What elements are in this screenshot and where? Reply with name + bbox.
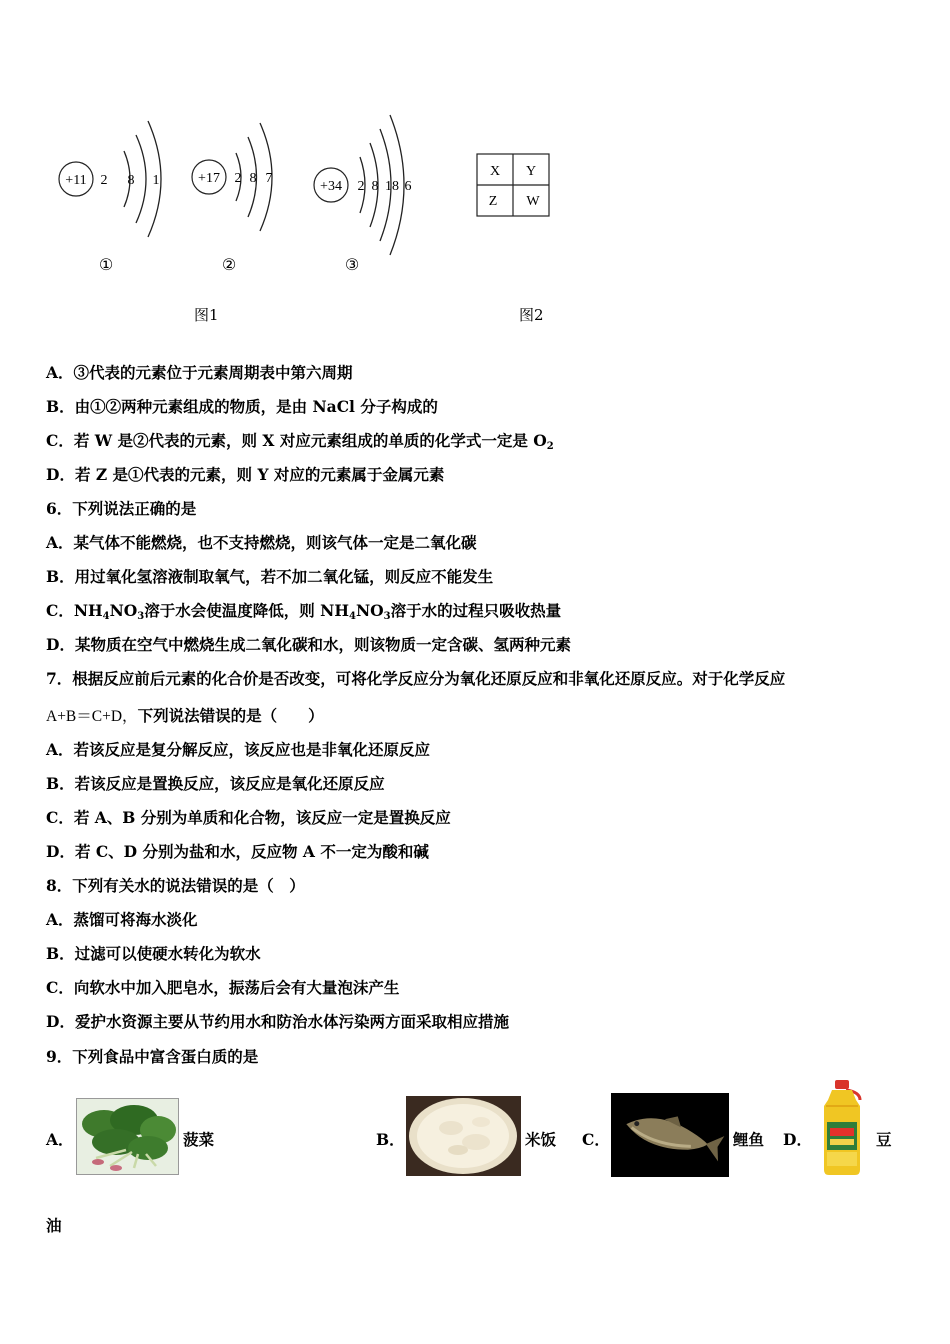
q7-option-a: A．若该反应是复分解反应，该反应也是非氧化还原反应 — [46, 740, 431, 759]
shell-electrons: 8 — [371, 179, 379, 194]
q9-option-d-name-wrap: 油 — [46, 1216, 62, 1235]
shell-electrons: 8 — [127, 173, 135, 188]
shell-electrons: 6 — [404, 179, 412, 194]
q7-equation: A+B＝C+D， — [46, 708, 138, 725]
q9-option-c-letter: C． — [582, 1130, 610, 1149]
shell-electrons: 2 — [234, 171, 242, 186]
shell-electrons: 8 — [249, 171, 257, 186]
q9-option-d-letter: D． — [783, 1130, 812, 1149]
text-part: 溶于水会使温度降低，则 NH — [144, 601, 349, 620]
q7-option-c: C．若 A、B 分别为单质和化合物，该反应一定是置换反应 — [46, 808, 451, 827]
cell-x: X — [489, 164, 501, 179]
text-part: NO — [355, 601, 384, 620]
nucleus-label: +34 — [320, 179, 342, 194]
cell-z: Z — [488, 194, 498, 209]
carp-image — [611, 1093, 729, 1177]
q8-option-c: C．向软水中加入肥皂水，振荡后会有大量泡沫产生 — [46, 978, 400, 997]
atom-diagram-2 — [192, 123, 273, 274]
atom-number-label: ② — [221, 255, 237, 274]
subscript: 3 — [383, 611, 391, 622]
text-part: 溶于水的过程只吸收热量 — [390, 601, 562, 620]
subscript: 4 — [102, 611, 110, 622]
atom-diagram-1 — [59, 121, 161, 274]
q5-option-d: D．若 Z 是①代表的元素，则 Y 对应的元素属于金属元素 — [46, 465, 445, 484]
q6-stem: 6．下列说法正确的是 — [46, 499, 197, 518]
q9-option-b-name: 米饭 — [525, 1130, 557, 1149]
atom-number-label: ③ — [344, 255, 360, 274]
q6-option-c — [46, 599, 561, 622]
q7-stem-line1: 7．根据反应前后元素的化合价是否改变，可将化学反应分为氧化还原反应和非氧化还原反应。对于化学反应 — [46, 669, 786, 688]
text-part: C．NH — [46, 601, 103, 620]
rice-image — [406, 1096, 521, 1176]
q6-option-b: B．用过氧化氢溶液制取氧气，若不加二氧化锰，则反应不能发生 — [46, 567, 494, 586]
q7-stem-line2 — [46, 704, 324, 726]
q9-option-d-name: 豆 — [876, 1130, 892, 1149]
q8-option-b: B．过滤可以使硬水转化为软水 — [46, 944, 261, 963]
shell-electrons: 7 — [265, 171, 273, 186]
q5-option-a: A．③代表的元素位于元素周期表中第六周期 — [46, 363, 353, 382]
atom-diagram-3 — [314, 115, 412, 274]
q7-option-b: B．若该反应是置换反应，该反应是氧化还原反应 — [46, 774, 385, 793]
q8-option-a: A．蒸馏可将海水淡化 — [46, 910, 198, 929]
q8-option-d: D．爱护水资源主要从节约用水和防治水体污染两方面采取相应措施 — [46, 1012, 509, 1031]
spinach-image — [76, 1098, 179, 1175]
shell-electrons: 1 — [152, 173, 160, 188]
q9-option-a-letter: A． — [46, 1130, 74, 1149]
figure-1-caption: 图1 — [194, 306, 219, 324]
q9-option-b-letter: B． — [376, 1130, 405, 1149]
q9-option-a-name: 菠菜 — [183, 1130, 215, 1149]
cell-y: Y — [525, 164, 537, 179]
nucleus-label: +11 — [65, 173, 87, 188]
q7-option-d: D．若 C、D 分别为盐和水，反应物 A 不一定为酸和碱 — [46, 842, 429, 861]
q9-stem: 9．下列食品中富含蛋白质的是 — [46, 1047, 259, 1066]
nucleus-label: +17 — [198, 171, 220, 186]
atomic-structure-figure — [40, 105, 440, 285]
shell-electrons: 2 — [357, 179, 365, 194]
q6-option-d: D．某物质在空气中燃烧生成二氧化碳和水，则该物质一定含碳、氢两种元素 — [46, 635, 571, 654]
soybean-oil-bottle-image — [816, 1078, 868, 1178]
text-part: NO — [109, 601, 138, 620]
q5-option-c-text: C．若 W 是②代表的元素，则 X 对应元素组成的单质的化学式一定是 O — [46, 431, 547, 450]
subscript: 4 — [348, 611, 356, 622]
shell-electrons: 18 — [385, 179, 399, 194]
q6-option-a: A．某气体不能燃烧，也不支持燃烧，则该气体一定是二氧化碳 — [46, 533, 477, 552]
q7-stem-rest: 下列说法错误的是（ ） — [137, 706, 324, 725]
shell-electrons: 2 — [100, 173, 108, 188]
cell-w: W — [526, 194, 540, 209]
q9-option-c-name: 鲤鱼 — [733, 1130, 765, 1149]
figure-2-caption: 图2 — [519, 306, 544, 324]
q8-stem: 8．下列有关水的说法错误的是（ ） — [46, 876, 305, 895]
subscript: 2 — [546, 441, 554, 452]
atom-number-label: ① — [98, 255, 114, 274]
subscript: 3 — [137, 611, 145, 622]
q5-option-b: B．由①②两种元素组成的物质，是由 NaCl 分子构成的 — [46, 397, 438, 416]
q5-option-c — [46, 429, 554, 452]
periodic-table-fragment — [476, 153, 552, 219]
